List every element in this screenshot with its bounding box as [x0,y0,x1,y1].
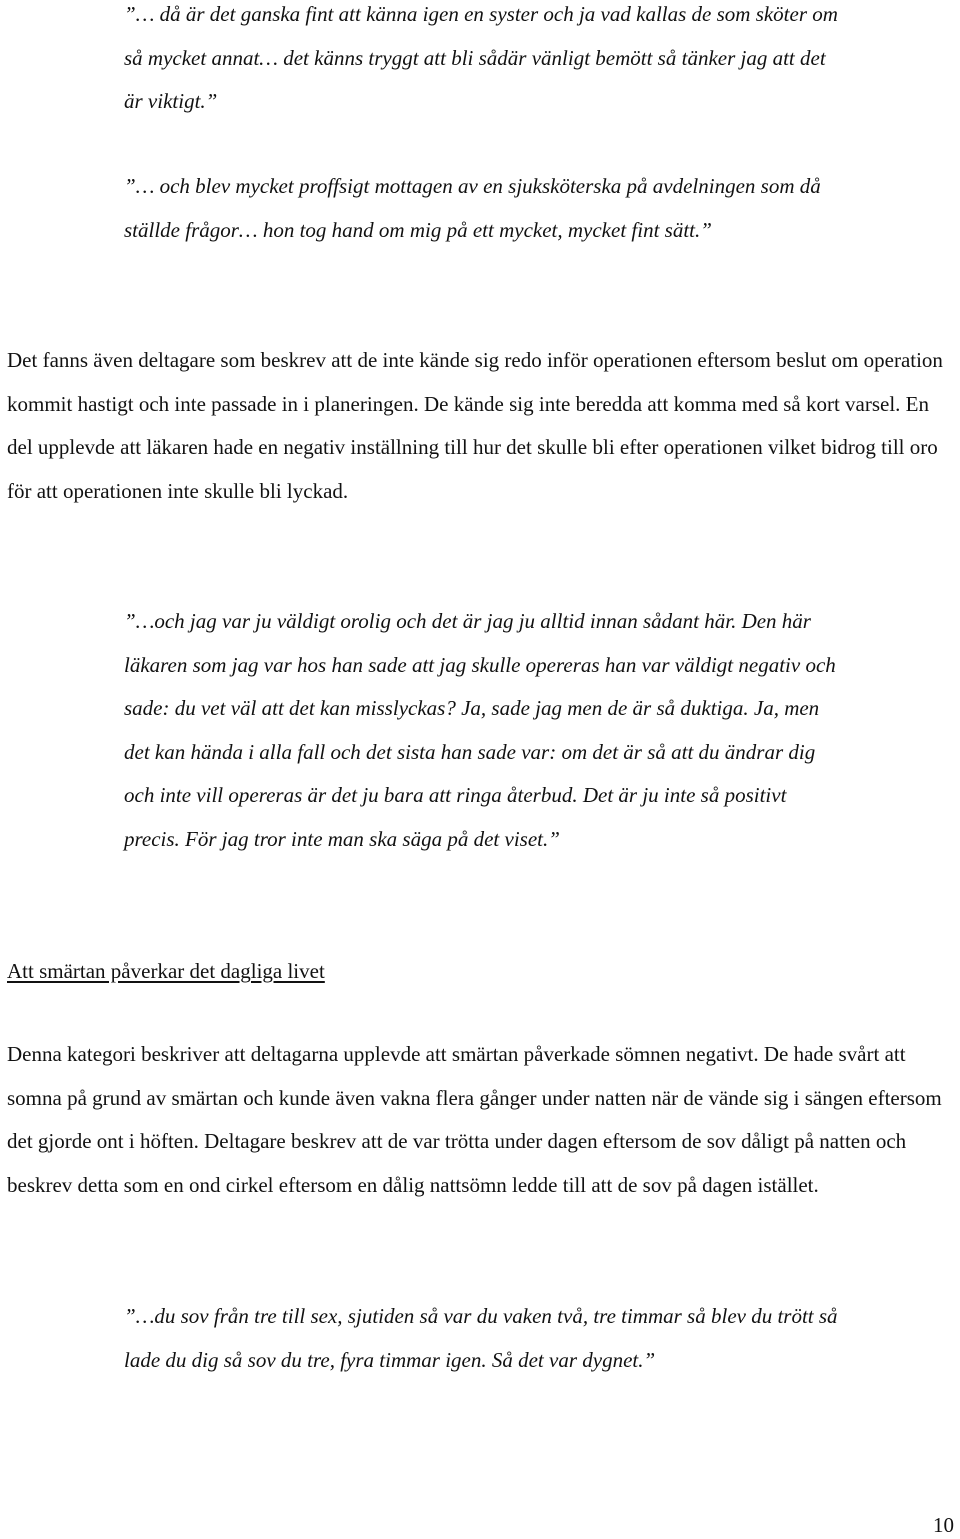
section-heading: Att smärtan påverkar det dagliga livet [7,959,325,983]
quote-text: … då är det ganska fint att känna igen en syster och ja vad kallas de som sköter om så mycket annat… det känns tryggt att bli sådär vänligt bemött så tänker jag att det är viktigt. [124,2,838,113]
closing-quote-mark: ” [643,1347,656,1372]
opening-quote-mark: ” [124,2,136,26]
quote-block [124,165,844,252]
opening-quote-mark: ” [124,1304,136,1328]
opening-quote-mark: ” [124,609,136,633]
quote-text: … och blev mycket proffsigt mottagen av en sjuksköterska på avdelningen som då ställde frågor… hon tog hand om mig på ett mycket, mycket fint sätt. [124,174,821,242]
body-paragraph: Det fanns även deltagare som beskrev att de inte kände sig redo inför operationen eftersom beslut om operation kommit hastigt och inte passade in i planeringen. De kände sig inte beredda att komma med så kort varsel. En del upplevde att läkaren hade en negativ inställning till hur det skulle bli efter operationen vilket bidrog till oro för att operationen inte skulle bli lyckad. [7,348,943,503]
page-number: 10 [933,1513,954,1537]
quote-text: …du sov från tre till sex, sjutiden så var du vaken två, tre timmar så blev du trött så lade du dig så sov du tre, fyra timmar igen. Så det var dygnet. [124,1304,838,1372]
quote-block [124,1295,844,1382]
opening-quote-mark: ” [124,174,136,198]
quote-block [124,600,844,861]
closing-quote-mark: ” [700,217,712,242]
body-paragraph: Denna kategori beskriver att deltagarna upplevde att smärtan påverkade sömnen negativt. De hade svårt att somna på grund av smärtan och kunde även vakna flera gånger under natten när de vände sig i sängen eftersom det gjorde ont i höften. Deltagare beskrev att de var trötta under dagen eftersom de sov dåligt på natten och beskrev detta som en ond cirkel eftersom en dålig nattsömn ledde till att de sov på dagen istället. [7,1042,942,1197]
quote-block [124,0,844,124]
closing-quote-mark: ” [205,89,218,113]
quote-text: …och jag var ju väldigt orolig och det är jag ju alltid innan sådant här. Den här läkaren som jag var hos han sade att jag skulle opereras han var väldigt negativ och sade: du vet väl att det kan misslyckas? Ja, sade jag men de är så duktiga. Ja, men det kan hända i alla fall och det sista han sade var: om det är så att du ändrar dig och inte vill opereras är det ju bara att ringa återbud. Det är ju inte så positivt precis. För jag tror inte man ska säga på det viset. [124,609,836,851]
closing-quote-mark: ” [548,826,560,851]
